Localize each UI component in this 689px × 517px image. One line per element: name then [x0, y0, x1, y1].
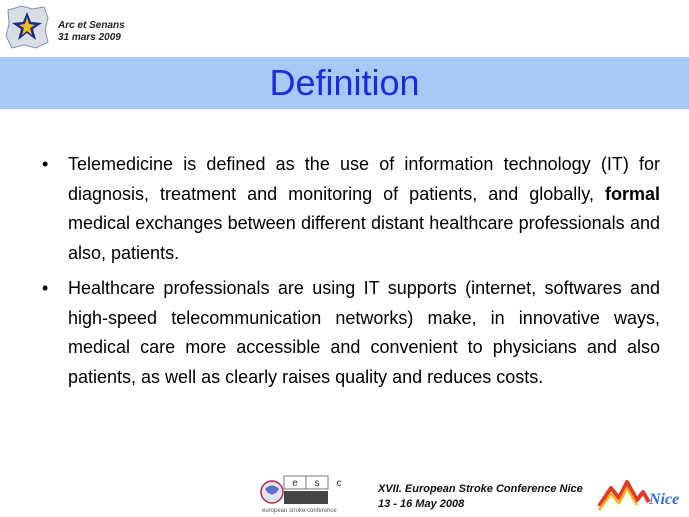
page-title: Definition — [269, 62, 420, 103]
esc-caption: european stroke conference — [262, 508, 337, 514]
bullet-dot-icon: • — [42, 278, 49, 298]
conference-name: XVII. European Stroke Conference Nice — [378, 483, 583, 495]
bullet-text: Telemedicine is defined as the use of information technology (IT) for diagnosis, treatment and monitoring of patients, and globally, — [68, 154, 660, 204]
esc-letter-e: e — [292, 478, 298, 489]
bullet-text: medical exchanges between different distant healthcare professionals and also, patients. — [68, 213, 660, 263]
event-name: Arc et Senans — [58, 20, 125, 31]
event-date: 31 mars 2009 — [58, 32, 121, 43]
nice-logo-text: Nice — [649, 491, 680, 508]
conference-date: 13 - 16 May 2008 — [378, 498, 465, 510]
slide-content — [40, 150, 660, 398]
bullet-item — [40, 274, 660, 392]
bullet-text: Healthcare professionals are using IT supports (internet, softwares and high-speed telecommunication networks) make, in innovative ways, medical care more accessible and convenient to physicians and also patients, as well as clearly raises quality and reduces costs. — [68, 278, 660, 387]
esc-letter-c: c — [336, 478, 342, 489]
esc-letter-s: s — [314, 478, 320, 489]
event-info — [58, 20, 125, 44]
conference-info — [378, 482, 583, 512]
bullet-item — [40, 150, 660, 268]
bullet-dot-icon: • — [42, 154, 49, 174]
nice-logo-icon — [597, 472, 687, 512]
franche-comte-logo-icon — [2, 2, 52, 52]
bullet-bold-text: formal — [604, 183, 660, 204]
